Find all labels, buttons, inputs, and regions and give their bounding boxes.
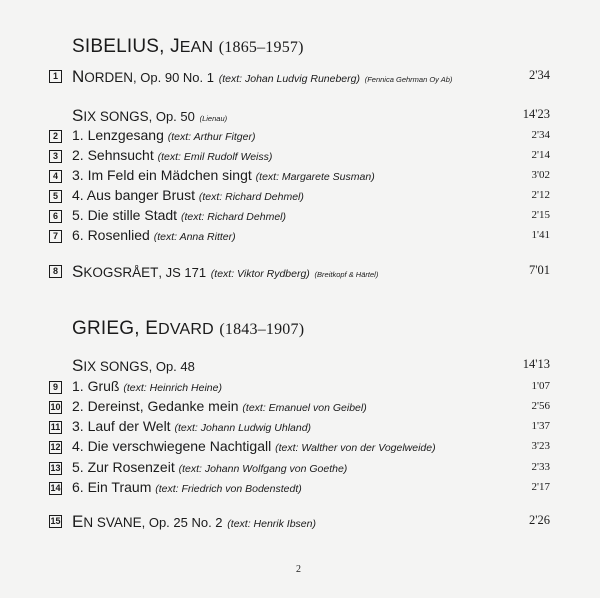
song-name: 5. Die stille Stadt	[72, 207, 178, 223]
track-number: 11	[50, 422, 61, 432]
song-row	[0, 418, 600, 438]
duration: 2'34	[528, 68, 550, 82]
publisher: (Breitkopf & Härtel)	[314, 270, 379, 279]
track-number: 8	[49, 265, 62, 278]
lyricist: (text: Johann Wolfgang von Goethe)	[178, 463, 348, 475]
duration: 2'56	[531, 400, 550, 412]
song-name: 4. Die verschwiegene Nachtigall	[72, 438, 272, 454]
track-number: 1	[49, 70, 62, 83]
track-number: 2	[49, 130, 62, 143]
track-number: 4	[49, 170, 62, 183]
title-initial: S	[72, 356, 84, 375]
composer-name-rest: EAN	[179, 39, 214, 56]
song-title	[72, 459, 347, 475]
duration: 14'13	[522, 357, 550, 371]
work-row	[0, 262, 600, 282]
title-rest: N SVANE	[83, 515, 142, 530]
work-title	[72, 356, 195, 376]
song-title	[72, 207, 286, 223]
title-initial: S	[72, 262, 84, 281]
lyricist: (text: Margarete Susman)	[255, 171, 375, 183]
track-number: 7	[49, 230, 62, 243]
song-row	[0, 167, 600, 187]
song-name: 2. Sehnsucht	[72, 147, 154, 163]
song-title	[72, 378, 222, 394]
lyricist: (text: Johan Ludvig Runeberg)	[218, 73, 360, 85]
title-rest: IX SONGS	[83, 359, 149, 374]
track-number: 9	[49, 381, 62, 394]
duration: 1'37	[531, 420, 550, 432]
duration: 2'33	[531, 461, 550, 473]
song-row	[0, 147, 600, 167]
work-title	[72, 262, 378, 282]
duration: 2'17	[531, 481, 550, 493]
song-name: 5. Zur Rosenzeit	[72, 459, 175, 475]
composer-heading-grieg	[72, 318, 304, 340]
song-name: 1. Lenzgesang	[72, 127, 164, 143]
title-initial: S	[72, 106, 84, 125]
song-name: 2. Dereinst, Gedanke mein	[72, 398, 239, 414]
opus: , Op. 90 No. 1	[133, 70, 214, 85]
work-row	[0, 512, 600, 532]
opus: , JS 171	[158, 265, 207, 280]
song-row	[0, 378, 600, 398]
track-number: 6	[49, 210, 62, 223]
work-title	[72, 106, 227, 126]
song-name: 1. Gruß	[72, 378, 120, 394]
lyricist: (text: Walther von der Vogelweide)	[275, 442, 436, 454]
work-row	[0, 356, 600, 376]
song-name: 3. Im Feld ein Mädchen singt	[72, 167, 252, 183]
title-initial: N	[72, 67, 85, 86]
lyricist: (text: Heinrich Heine)	[123, 382, 222, 394]
opus: , Op. 50	[148, 109, 195, 124]
lyricist: (text: Emanuel von Geibel)	[242, 402, 367, 414]
song-row	[0, 227, 600, 247]
composer-heading-sibelius	[72, 36, 304, 58]
title-initial: E	[72, 512, 84, 531]
duration: 1'41	[531, 229, 550, 241]
track-number: 13	[50, 463, 61, 473]
duration: 7'01	[528, 263, 550, 277]
song-name: 3. Lauf der Welt	[72, 418, 171, 434]
lyricist: (text: Henrik Ibsen)	[227, 518, 316, 530]
duration: 3'23	[531, 440, 550, 452]
track-number: 5	[49, 190, 62, 203]
work-title	[72, 67, 452, 87]
publisher: (Lienau)	[199, 114, 228, 123]
song-row	[0, 207, 600, 227]
song-title	[72, 438, 436, 454]
lyricist: (text: Emil Rudolf Weiss)	[157, 151, 273, 163]
song-row	[0, 459, 600, 479]
track-number: 10	[50, 402, 61, 412]
composer-name: GRIEG, E	[72, 318, 159, 339]
song-name: 6. Ein Traum	[72, 479, 152, 495]
lyricist: (text: Viktor Rydberg)	[210, 268, 310, 280]
duration: 2'26	[528, 513, 550, 527]
song-title	[72, 187, 304, 203]
lyricist: (text: Richard Dehmel)	[198, 191, 304, 203]
opus: , Op. 48	[148, 359, 195, 374]
composer-years: (1865–1957)	[218, 39, 304, 56]
title-rest: KOGSRÅET	[83, 265, 159, 280]
opus: , Op. 25 No. 2	[141, 515, 223, 530]
lyricist: (text: Friedrich von Bodenstedt)	[155, 483, 302, 495]
page-number: 2	[296, 564, 301, 575]
duration: 1'07	[531, 380, 550, 392]
track-number: 12	[50, 442, 61, 452]
lyricist: (text: Anna Ritter)	[153, 231, 236, 243]
song-title	[72, 227, 236, 243]
composer-name: SIBELIUS, J	[72, 36, 180, 57]
lyricist: (text: Johann Ludwig Uhland)	[174, 422, 312, 434]
publisher: (Fennica Gehrman Oy Ab)	[364, 75, 453, 84]
lyricist: (text: Arthur Fitger)	[167, 131, 256, 143]
song-title	[72, 147, 272, 163]
work-title	[72, 512, 316, 532]
duration: 2'15	[531, 209, 550, 221]
track-number: 3	[49, 150, 62, 163]
work-row	[0, 106, 600, 126]
song-name: 6. Rosenlied	[72, 227, 150, 243]
duration: 2'34	[531, 129, 550, 141]
song-title	[72, 127, 255, 143]
song-row	[0, 127, 600, 147]
title-rest: IX SONGS	[83, 109, 149, 124]
composer-years: (1843–1907)	[219, 321, 305, 338]
song-title	[72, 398, 367, 414]
song-row	[0, 187, 600, 207]
duration: 2'12	[531, 189, 550, 201]
song-title	[72, 167, 375, 183]
title-rest: ORDEN	[84, 70, 134, 85]
song-name: 4. Aus banger Brust	[72, 187, 195, 203]
duration: 2'14	[531, 149, 550, 161]
duration: 3'02	[531, 169, 550, 181]
composer-name-rest: DVARD	[158, 321, 214, 338]
song-title	[72, 479, 302, 495]
lyricist: (text: Richard Dehmel)	[180, 211, 286, 223]
track-number: 14	[50, 483, 61, 493]
song-row	[0, 479, 600, 499]
track-number: 15	[50, 516, 61, 526]
song-row	[0, 438, 600, 458]
song-title	[72, 418, 311, 434]
work-row	[0, 67, 600, 87]
duration: 14'23	[522, 107, 550, 121]
song-row	[0, 398, 600, 418]
